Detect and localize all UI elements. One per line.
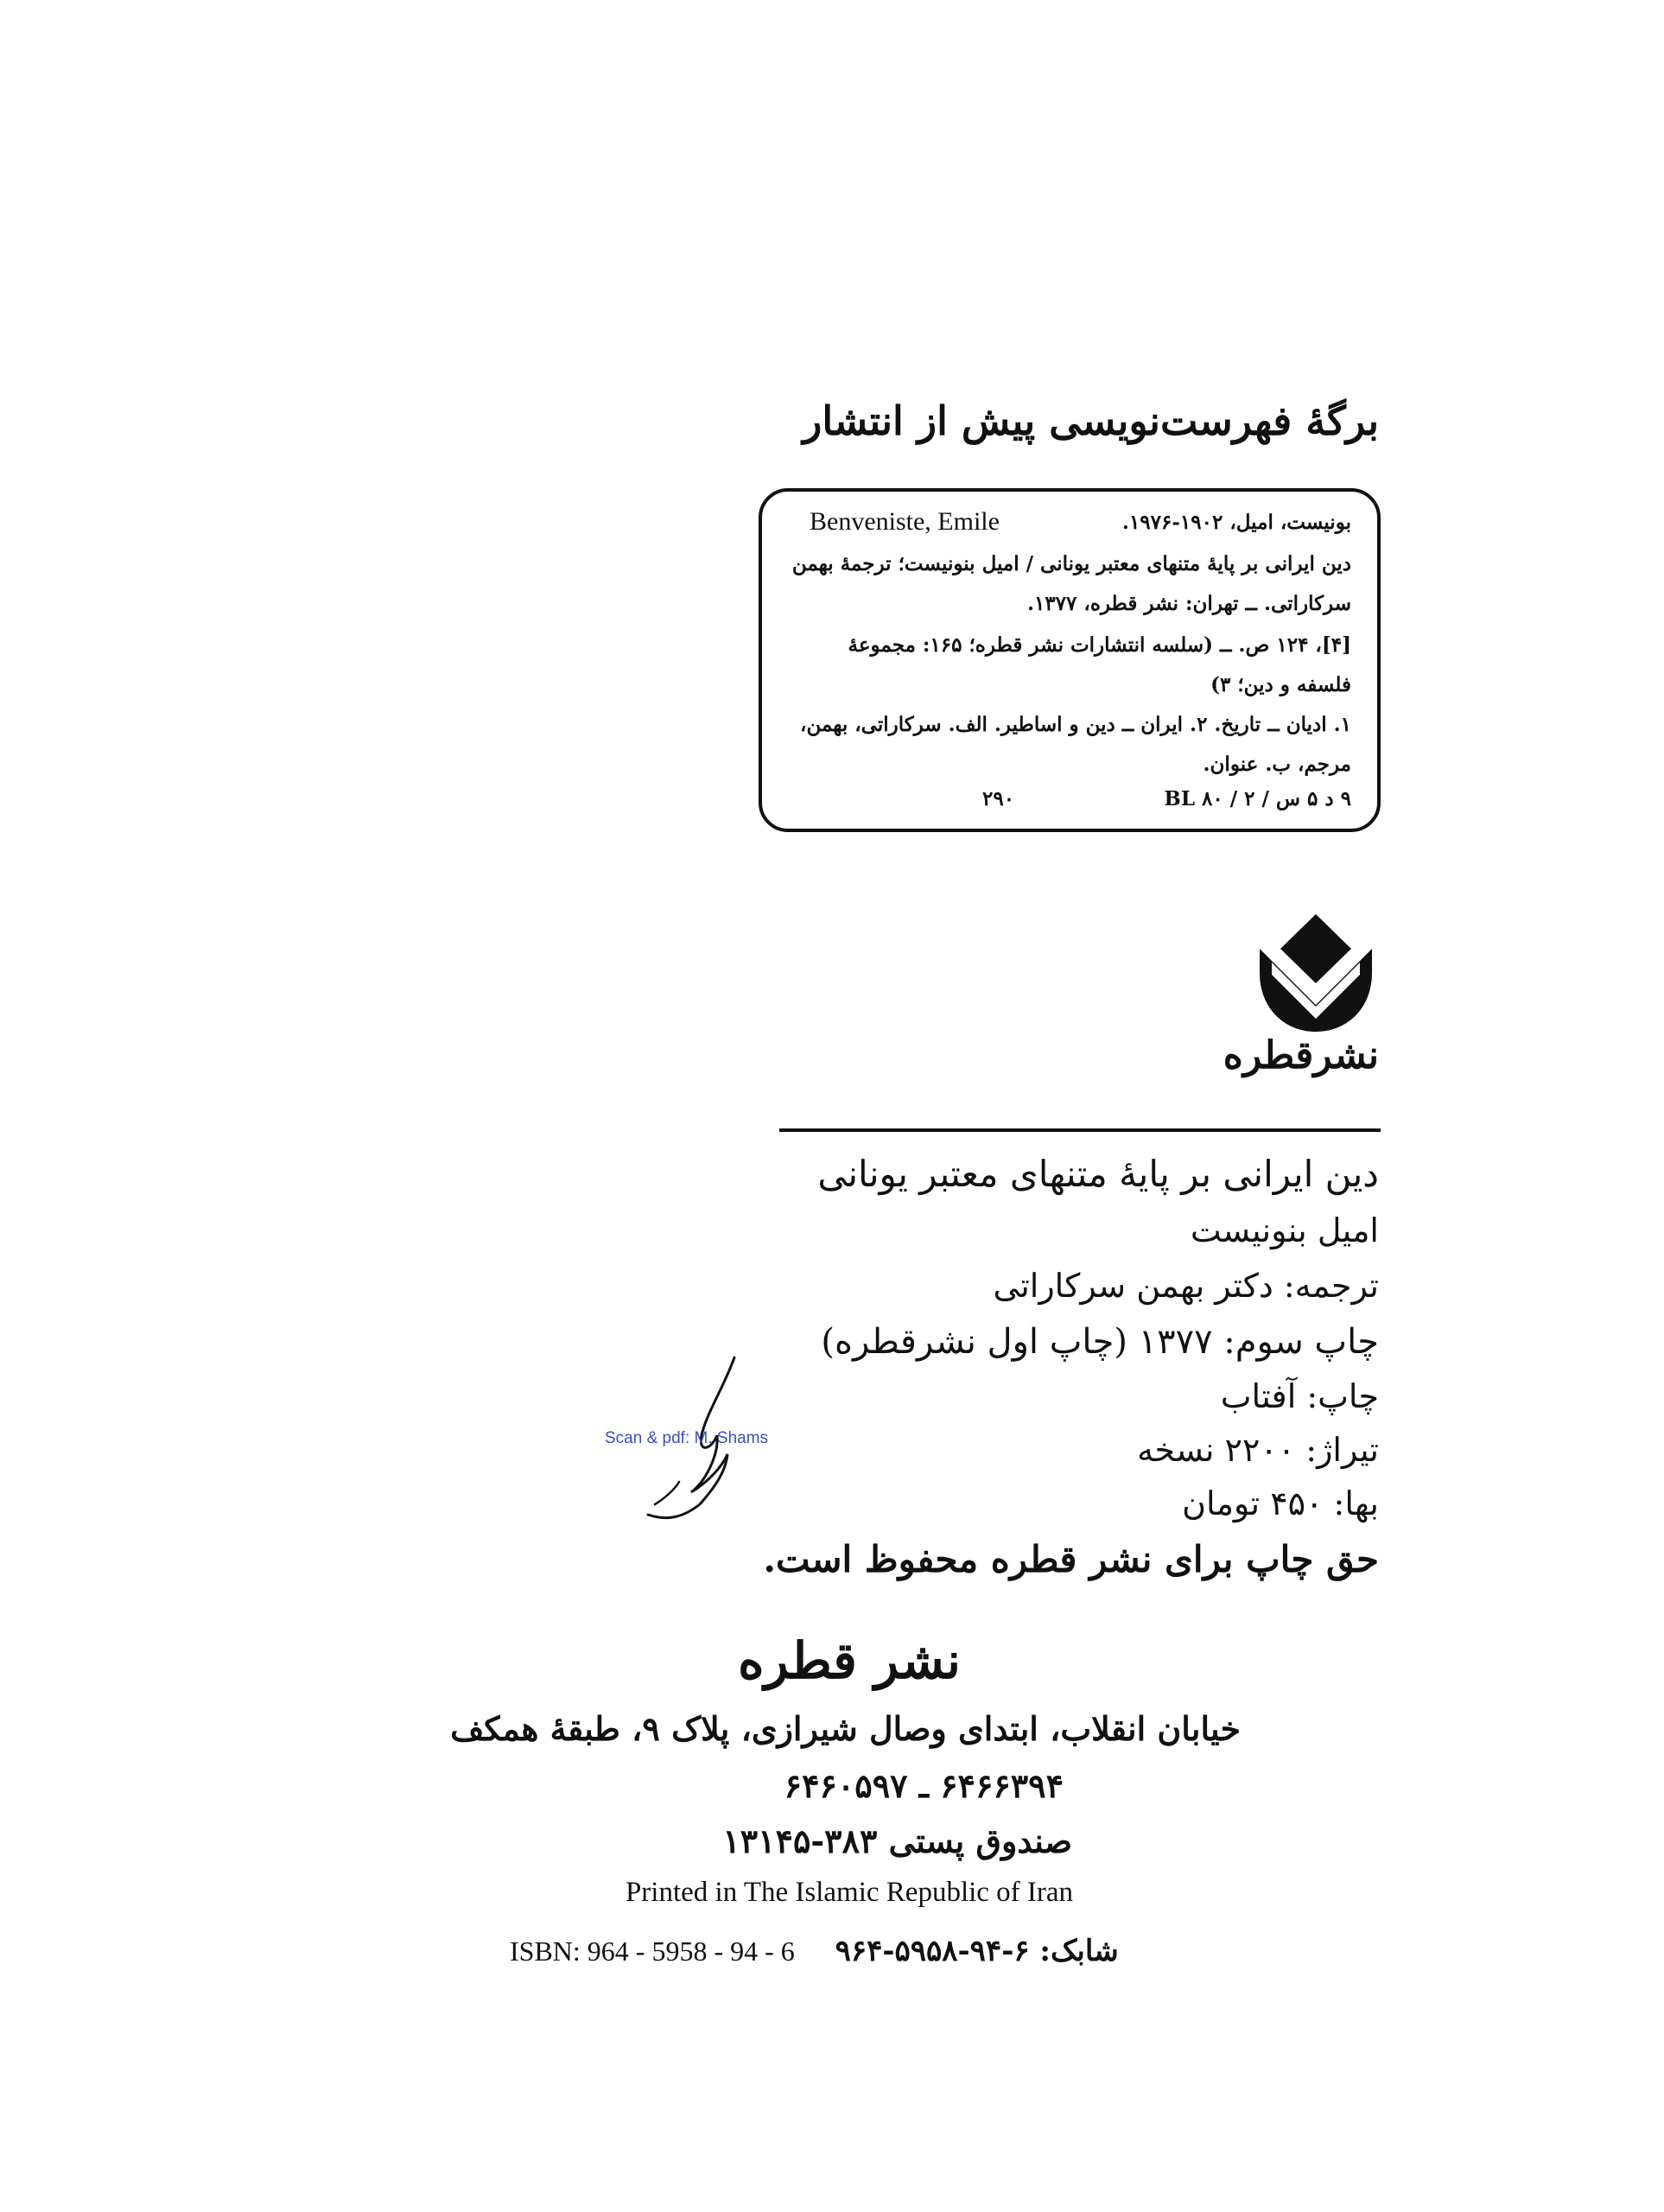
book-author: امیل بنونیست (1190, 1211, 1379, 1249)
publisher-phones: ۶۴۶۶۳۹۴ ـ ۶۴۶۰۵۹۷ (784, 1766, 1064, 1805)
card-line-added-entries: مرجم، ب. عنوان. (1203, 753, 1351, 776)
card-author-latin: Benveniste, Emile (810, 507, 1000, 536)
card-line-author: بونیست، امیل، ۱۹۰۲-۱۹۷۶. (1121, 511, 1351, 534)
book-printer: چاپ: آفتاب (1220, 1377, 1379, 1415)
card-shelf-line: ۹ د ۵ س / ۲ / ۸۰ BL (1164, 787, 1351, 810)
card-line-collation: [۴]، ۱۲۴ ص. ــ (سلسه انتشارات نشر قطره؛ ۱۶۵: مجموعهٔ (848, 633, 1351, 657)
cip-heading: برگهٔ فهرست‌نویسی پیش از انتشار (803, 397, 1379, 444)
scan-note: Scan & pdf: M. Shams (605, 1429, 769, 1447)
copyright-notice: حق چاپ برای نشر قطره محفوظ است. (763, 1538, 1379, 1580)
logo-label: نشرقطره (1223, 1033, 1379, 1077)
divider (779, 1128, 1381, 1132)
book-edition: چاپ سوم: ۱۳۷۷ (چاپ اول نشرقطره) (821, 1322, 1379, 1362)
drop-chevron-logo-icon (1251, 912, 1381, 1033)
printed-in-line: Printed in The Islamic Republic of Iran (625, 1877, 1074, 1908)
isbn-row (510, 1934, 1119, 1968)
book-print-run: تیراژ: ۲۲۰۰ نسخه (1137, 1431, 1379, 1469)
card-line-imprint: سرکاراتی. ــ تهران: نشر قطره، ۱۳۷۷. (1026, 592, 1351, 615)
publisher-name: نشر قطره (738, 1631, 961, 1690)
isbn-persian: شابک: ۶-۹۴-۵۹۵۸-۹۶۴ (835, 1934, 1119, 1968)
publisher-address: خیابان انقلاب، ابتدای وصال شیرازی، پلاک ۹، طبقهٔ همکف (450, 1709, 1241, 1748)
book-price: بها: ۴۵۰ تومان (1182, 1484, 1379, 1522)
card-line-subjects: ۱. ادیان ــ تاریخ. ۲. ایران ــ دین و اساطیر. الف. سرکاراتی، بهمن، (800, 713, 1351, 736)
publisher-po-box: صندوق پستی ۳۸۳-۱۳۱۴۵ (722, 1821, 1072, 1860)
book-title: دین ایرانی بر پایهٔ متنهای معتبر یونانی (817, 1153, 1379, 1195)
isbn-latin: ISBN: 964 - 5958 - 94 - 6 (510, 1936, 795, 1967)
book-translator: ترجمه: دکتر بهمن سرکاراتی (993, 1267, 1379, 1305)
cip-card (759, 488, 1381, 832)
card-line-title: دین ایرانی بر پایهٔ متنهای معتبر یونانی / امیل بنونیست؛ ترجمهٔ بهمن (791, 552, 1351, 575)
card-class-number: ۲۹۰ (982, 787, 1015, 810)
card-line-series: فلسفه و دین؛ ۳) (1210, 673, 1351, 696)
